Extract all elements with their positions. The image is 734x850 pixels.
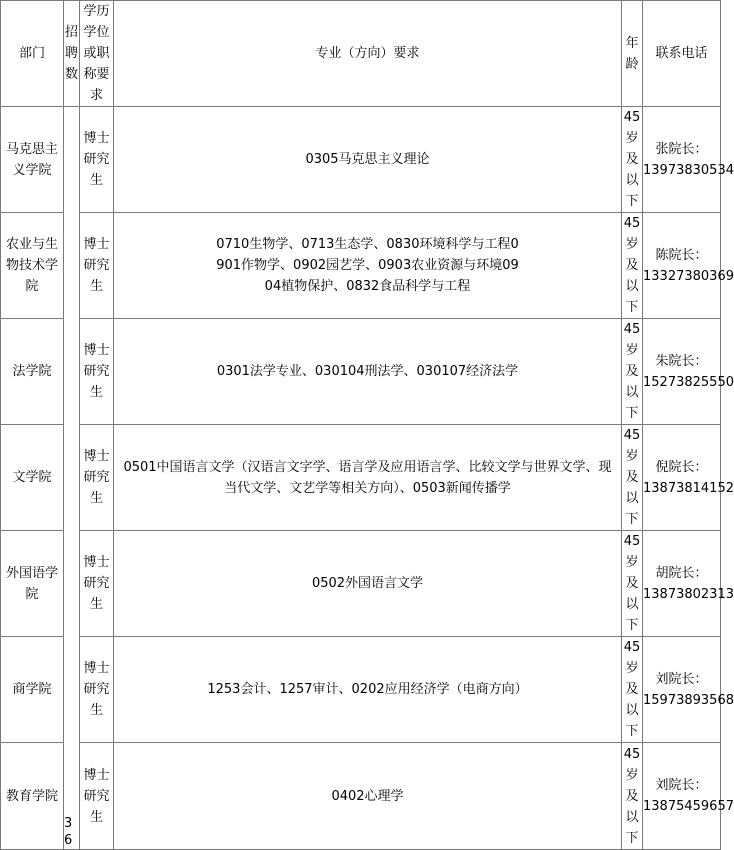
major-cell: 0402心理学: [114, 743, 622, 850]
header-row: [1, 1, 721, 107]
contact-phone: 13873802313: [643, 586, 734, 602]
contact-name: 张院长：: [655, 141, 708, 157]
table-row: [1, 531, 721, 637]
contact-phone: 13327380369: [643, 268, 734, 284]
table-row: [1, 743, 721, 850]
degree-cell: 博士研究生: [80, 637, 114, 743]
department-cell: 马克思主义学院: [1, 107, 64, 213]
age-cell: 45岁及以下: [622, 743, 643, 850]
degree-cell: 博士研究生: [80, 743, 114, 850]
department-cell: 文学院: [1, 425, 64, 531]
contact-name: 朱院长：: [655, 353, 708, 369]
recruit-count: 36: [64, 816, 73, 848]
contact-phone: 13973830534: [643, 162, 734, 178]
degree-cell: 博士研究生: [80, 425, 114, 531]
age-cell: 45岁及以下: [622, 107, 643, 213]
major-cell: 0305马克思主义理论: [114, 107, 622, 213]
major-cell: 0501中国语言文学（汉语言文字学、语言学及应用语言学、比较文学与世界文学、现当代文学、文艺学等相关方向）、0503新闻传播学: [114, 425, 622, 531]
department-cell: 农业与生物技术学院: [1, 213, 64, 319]
major-cell: 0301法学专业、030104刑法学、030107经济法学: [114, 319, 622, 425]
department-cell: 商学院: [1, 637, 64, 743]
table-row: [1, 425, 721, 531]
age-cell: 45岁及以下: [622, 425, 643, 531]
table-row: [1, 213, 721, 319]
contact-name: 倪院长：: [655, 459, 708, 475]
table-row: [1, 637, 721, 743]
header-age: 年龄: [622, 1, 643, 107]
header-contact: 联系电话: [643, 1, 721, 107]
recruit-count-cell: [64, 107, 80, 850]
degree-cell: 博士研究生: [80, 213, 114, 319]
contact-cell: [643, 213, 734, 319]
contact-cell: [643, 319, 734, 425]
contact-name: 刘院长：: [655, 778, 708, 793]
header-major: 专业（方向）要求: [114, 1, 622, 107]
header-count: 招聘数: [64, 1, 80, 107]
major-cell: 1253会计、1257审计、0202应用经济学（电商方向）: [114, 637, 622, 743]
header-department: 部门: [1, 1, 64, 107]
age-cell: 45岁及以下: [622, 531, 643, 637]
table-row: [1, 319, 721, 425]
degree-cell: 博士研究生: [80, 319, 114, 425]
contact-cell: [643, 531, 734, 637]
major-cell: 0502外国语言文学: [114, 531, 622, 637]
contact-cell: [643, 637, 734, 743]
degree-cell: 博士研究生: [80, 531, 114, 637]
contact-cell: [643, 743, 734, 850]
age-cell: 45岁及以下: [622, 213, 643, 319]
contact-cell: [643, 425, 734, 531]
contact-name: 胡院长：: [655, 565, 708, 581]
department-cell: 法学院: [1, 319, 64, 425]
degree-cell: 博士研究生: [80, 107, 114, 213]
contact-phone: 15273825550: [643, 374, 734, 390]
age-cell: 45岁及以下: [622, 319, 643, 425]
table-row: [1, 107, 721, 213]
contact-name: 陈院长：: [655, 247, 708, 263]
contact-cell: [643, 107, 734, 213]
contact-phone: 15973893568: [643, 692, 734, 708]
major-cell: 0710生物学、0713生态学、0830环境科学与工程0901作物学、0902园艺学、0903农业资源与环境0904植物保护、0832食品科学与工程: [114, 213, 622, 319]
contact-name: 刘院长：: [655, 671, 708, 687]
age-cell: 45岁及以下: [622, 637, 643, 743]
contact-phone: 13875459657: [643, 799, 734, 814]
header-degree: 学历学位或职称要求: [80, 1, 114, 107]
contact-phone: 13873814152: [643, 480, 734, 496]
department-cell: 教育学院: [1, 743, 64, 850]
department-cell: 外国语学院: [1, 531, 64, 637]
